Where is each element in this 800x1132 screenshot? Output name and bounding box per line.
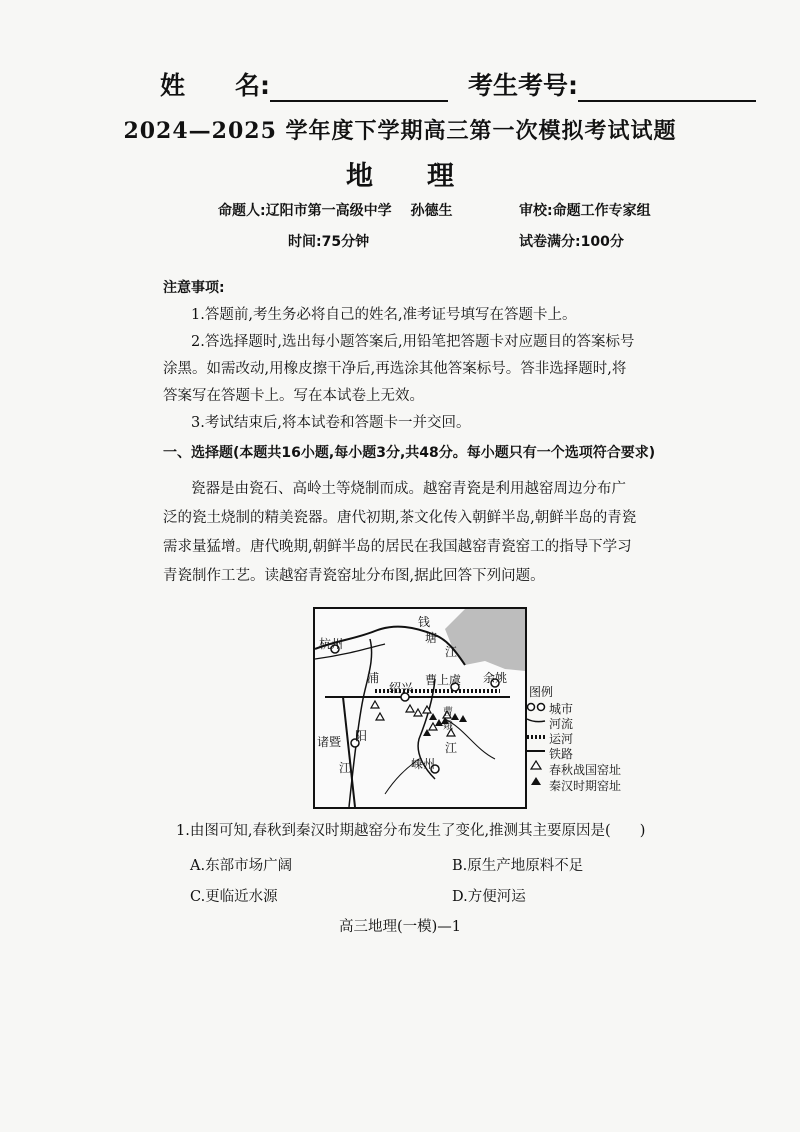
question1-option-b[interactable]: B.原生产地原料不足 xyxy=(452,858,584,874)
question1-option-c[interactable]: C.更临近水源 xyxy=(190,889,278,905)
label-qian: 钱 xyxy=(418,615,431,629)
legend-city: 城市 xyxy=(549,702,574,716)
exam-reviewer: 审校:命题工作专家组 xyxy=(519,203,651,219)
question1-option-a[interactable]: A.东部市场广阔 xyxy=(190,858,293,874)
exam-title: 2024—2025 学年度下学期高三第一次模拟考试试题 xyxy=(123,118,677,144)
label-caoshangyu: 曹上虞 xyxy=(425,673,462,687)
legend-railway: 铁路 xyxy=(549,747,574,761)
notes-item-1: 1.答题前,考生务必将自己的姓名,准考证号填写在答题卡上。 xyxy=(191,307,577,323)
name-field xyxy=(160,66,448,102)
notes-heading: 注意事项: xyxy=(163,280,225,296)
question1-stem: 1.由图可知,春秋到秦汉时期越窑分布发生了变化,推测其主要原因是( ) xyxy=(176,823,646,839)
label-jiang: 江 xyxy=(445,645,458,659)
section1-heading: 一、选择题(本题共16小题,每小题3分,共48分。每小题只有一个选项符合要求) xyxy=(163,445,656,461)
label-zhuji: 诸暨 xyxy=(317,735,342,749)
exam-author: 命题人:辽阳市第一高级中学 孙德生 xyxy=(218,203,453,219)
kiln-map xyxy=(313,607,527,809)
railway-branch xyxy=(343,697,355,807)
question1-option-d[interactable]: D.方便河运 xyxy=(452,889,526,905)
kiln-map-svg xyxy=(315,609,525,807)
exam-full-score: 试卷满分:100分 xyxy=(519,234,624,250)
legend-canal: 运河 xyxy=(549,732,574,746)
label-cao: 曹 xyxy=(443,707,453,718)
map-legend xyxy=(523,683,633,803)
legend-qin-han: 秦汉时期窑址 xyxy=(549,779,622,793)
id-label: 考生考号: xyxy=(468,71,578,100)
label-hangzhou: 杭州 xyxy=(319,637,344,651)
label-yang: 阳 xyxy=(355,729,368,743)
label-jiang3: 江 xyxy=(445,741,458,755)
id-field xyxy=(468,66,756,102)
label-shaoxing: 绍兴 xyxy=(389,681,414,695)
label-jiang2: 江 xyxy=(339,761,352,775)
sea-area xyxy=(445,609,525,671)
section1-passage: 瓷器是由瓷石、高岭土等烧制而成。越窑青瓷是利用越窑周边分布广泛的瓷土烧制的精美瓷器。唐代初期,茶文化传入朝鲜半岛,朝鲜半岛的青瓷需求量猛增。唐代晚期,朝鲜半岛的居民在我国越窑青瓷窑工的指导下学习青瓷制作工艺。读越窑青瓷窑址分布图,据此回答下列问题。 xyxy=(163,481,637,584)
name-blank[interactable] xyxy=(270,78,448,102)
id-blank[interactable] xyxy=(578,78,756,102)
exam-subject: 地 理 xyxy=(346,161,454,192)
legend-title: 图例 xyxy=(529,685,554,699)
label-yuyao: 余姚 xyxy=(483,671,508,685)
notes-item-3: 3.考试结束后,将本试卷和答题卡一并交回。 xyxy=(191,415,471,431)
label-pu: 浦 xyxy=(367,671,380,685)
name-label: 姓 名: xyxy=(160,71,270,100)
page-footer: 高三地理(一模)—1 xyxy=(338,919,462,935)
label-e: 娥 xyxy=(443,721,453,732)
exam-time: 时间:75分钟 xyxy=(288,234,370,250)
legend-spring-autumn: 春秋战国窑址 xyxy=(549,763,622,777)
notes-item-2: 2.答选择题时,选出每小题答案后,用铅笔把答题卡对应题目的答案标号涂黑。如需改动,用橡皮擦干净后,再选涂其他答案标号。答非选择题时,将答案写在答题卡上。写在本试卷上无效。 xyxy=(163,334,635,404)
label-tang: 塘 xyxy=(425,631,438,645)
legend-river: 河流 xyxy=(549,717,574,731)
label-shengzhou: 嵊州 xyxy=(411,757,436,771)
